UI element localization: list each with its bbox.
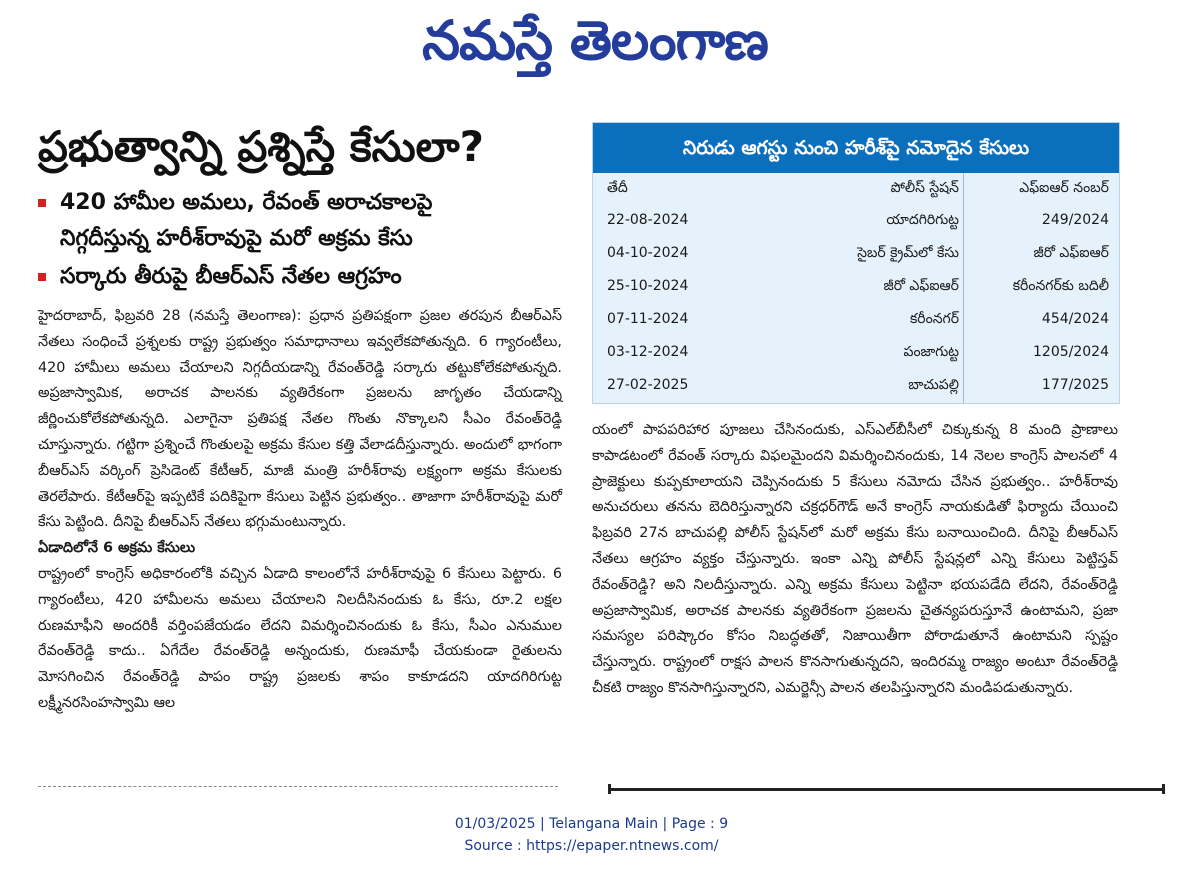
section-subhead: ఏడాదిలోనే 6 అక్రమ కేసులు (38, 540, 196, 557)
footer-date-page: 01/03/2025 | Telangana Main | Page : 9 (454, 816, 729, 832)
cell-date: 04-10-2024 (607, 245, 689, 261)
bullet-icon (38, 199, 46, 207)
cell-fir: 1205/2024 (1033, 344, 1109, 360)
article-paragraph-1: హైదరాబాద్, ఫిబ్రవరి 28 (నమస్తే తెలంగాణ): ప్రధాన ప్రతిపక్షంగా ప్రజల తరపున బీఆర్‌ఎస్ నేతలు సంధించే ప్రశ్నలకు రాష్ట్ర ప్రభుత్వం సమాధానాలు ఇవ్వలేకపోతున్నది. 6 గ్యారంటీలు, 420 హామీలు అమలు చేయాలని నిగ్గదీయడాన్ని రేవంత్‌రెడ్డి సర్కారు తట్టుకోలేకపోతున్నది. అప్రజాస్వామిక, అరాచక పాలనకు వ్యతిరేకంగా ప్రజలను జాగృతం చేయడాన్ని జీర్ణించుకోలేకపోతున్నది. ఎలాగైనా ప్రతిపక్ష నేతల గొంతు నొక్కాలని సీఎం రేవంత్‌రెడ్డి చూస్తున్నారు. గట్టిగా ప్రశ్నించే గొంతులపై అక్రమ కేసుల కత్తి వేలాడదీస్తున్నారు. అందులో భాగంగా బీఆర్‌ఎస్ వర్కింగ్ ప్రెసిడెంట్ కేటీఆర్, మాజీ మంత్రి హరీశ్‌రావు లక్ష్యంగా అక్రమ కేసులకు తెరలేపారు. కేటీఆర్‌పై ఇప్పటికే పదికిపైగా కేసులు పెట్టిన ప్రభుత్వం.. తాజాగా హరీశ్‌రావుపై మరో కేసు పెట్టింది. దీనిపై బీఆర్‌ఎస్ నేతలు భగ్గుమంటున్నారు. (38, 308, 562, 531)
cell-fir: 454/2024 (1041, 311, 1109, 327)
subhead-2-text: నిగ్గదీస్తున్న హరీశ్‌రావుపై మరో అక్రమ కేసు (60, 226, 413, 251)
cell-date: 03-12-2024 (607, 344, 689, 360)
cell-station: యాదగిరిగుట్ట (886, 212, 959, 228)
right-column (592, 418, 1118, 702)
cell-fir: 177/2025 (1041, 377, 1109, 393)
subhead-1 (38, 186, 432, 220)
table-row (593, 237, 1119, 270)
masthead-logo: నమస్తే తెలంగాణ (422, 8, 768, 72)
table-row (593, 270, 1119, 303)
cell-date: 25-10-2024 (607, 278, 689, 294)
table-row (593, 204, 1119, 237)
table-title: నిరుడు ఆగస్టు నుంచి హరీశ్‌పై నమోదైన కేసులు (593, 123, 1119, 173)
cell-station: కరీంనగర్ (910, 311, 959, 327)
table-row (593, 336, 1119, 369)
cell-fir: జీరో ఎఫ్‌ఐఆర్ (1033, 245, 1109, 261)
rule-cap-right (1162, 784, 1165, 794)
table-row (593, 369, 1119, 402)
footer-source-link[interactable]: Source : https://epaper.ntnews.com/ (464, 838, 719, 854)
headline: ప్రభుత్వాన్ని ప్రశ్నిస్తే కేసులా? (38, 122, 484, 171)
left-column (38, 304, 562, 717)
cell-date: 07-11-2024 (607, 311, 689, 327)
header-fir: ఎఫ్‌ఐఆర్ నంబర్ (1019, 180, 1109, 196)
subhead-3 (38, 260, 402, 294)
subhead-1-text: 420 హామీల అమలు, రేవంత్ అరాచకాలపై (60, 190, 433, 215)
bullet-icon (38, 273, 46, 281)
cell-station: బాచుపల్లి (908, 377, 959, 393)
cases-table (592, 122, 1120, 404)
subhead-2 (60, 222, 413, 256)
header-date: తేదీ (607, 180, 628, 196)
cell-station: సైబర్ క్రైమ్‌లో కేసు (857, 245, 959, 261)
article-end-rule (611, 788, 1165, 791)
cell-station: జీరో ఎఫ్‌ఐఆర్ (883, 278, 959, 294)
article-paragraph-3: యంలో పాపపరిహార పూజలు చేసినందుకు, ఎస్‌ఎల్‌బీసీలో చిక్కుకున్న 8 మంది ప్రాణాలు కాపాడటంలో రేవంత్ సర్కారు విఫలమైందని విమర్శించినందుకు, 14 నెలల కాంగ్రెస్ పాలనలో 4 ప్రాజెక్టులు కుప్పకూలాయని చెప్పినందుకు 5 కేసులు నమోదు చేసిన ప్రభుత్వం.. హరీశ్‌రావు అనుచరులు తనను బెదిరిస్తున్నారని చక్రధర్‌గౌడ్ అనే కాంగ్రెస్ నాయకుడితో ఫిర్యాదు చేయించి ఫిబ్రవరి 27న బాచుపల్లి పోలీస్ స్టేషన్‌లో మరో అక్రమ కేసు బనాయించింది. దీనిపై బీఆర్‌ఎస్ నేతలు ఆగ్రహం వ్యక్తం చేస్తున్నారు. ఇంకా ఎన్ని పోలీస్ స్టేషన్లలో ఎన్ని కేసులు పెట్టిస్తవ్ రేవంత్‌రెడ్డి? అని నిలదీస్తున్నారు. ఎన్ని అక్రమ కేసులు పెట్టినా భయపడేది లేదని, రేవంత్‌రెడ్డి అప్రజాస్వామిక, అరాచక పాలనకు వ్యతిరేకంగా ప్రజలను చైతన్యపరుస్తూనే ఉంటామని, ప్రజా సమస్యల పరిష్కారం కోసం నిబద్ధతతో, నిజాయితీగా పోరాడుతూనే ఉంటామని స్పష్టం చేస్తున్నారు. రాష్ట్రంలో రాక్షస పాలన కొనసాగుతున్నదని, ఇందిరమ్మ రాజ్యం అంటూ రేవంత్‌రెడ్డి చీకటి రాజ్యం కొనసాగిస్తున్నారని, ఎమర్జెన్సీ పాలన తలపిస్తున్నారని మండిపడుతున్నారు. (592, 422, 1118, 696)
cell-date: 22-08-2024 (607, 212, 689, 228)
subhead-3-text: సర్కారు తీరుపై బీఆర్‌ఎస్ నేతల ఆగ్రహం (60, 264, 402, 289)
column-end-rule (38, 786, 558, 787)
cell-station: పంజాగుట్ట (903, 344, 959, 360)
table-header-row (593, 173, 1119, 204)
cell-date: 27-02-2025 (607, 377, 689, 393)
cell-fir: కరీంనగర్‌కు బదిలీ (1012, 278, 1109, 294)
article-paragraph-2: రాష్ట్రంలో కాంగ్రెస్ అధికారంలోకి వచ్చిన ఏడాది కాలంలోనే హరీశ్‌రావుపై 6 కేసులు పెట్టారు. 6 గ్యారంటీలు, 420 హామీలను అమలు చేయాలని నిలదీసినందుకు ఓ కేసు, రూ.2 లక్షల రుణమాఫీని అందరికీ వర్తింపజేయడం లేదని విమర్శించినందుకు ఓ కేసు, సీఎం ఎనుముల రేవంత్‌రెడ్డి కాదు.. ఏగేదేల రేవంత్‌రెడ్డి అన్నందుకు, రుణమాఫీ చేయకుండా రైతులను మోసగించిన రేవంత్‌రెడ్డి పాపం రాష్ట్ర ప్రజలకు శాపం కాకూడదని యాదగిరిగుట్ట లక్ష్మీనరసింహస్వామి ఆల (38, 565, 562, 711)
table-row (593, 303, 1119, 336)
header-station: పోలీస్ స్టేషన్ (890, 180, 959, 196)
cell-fir: 249/2024 (1041, 212, 1109, 228)
